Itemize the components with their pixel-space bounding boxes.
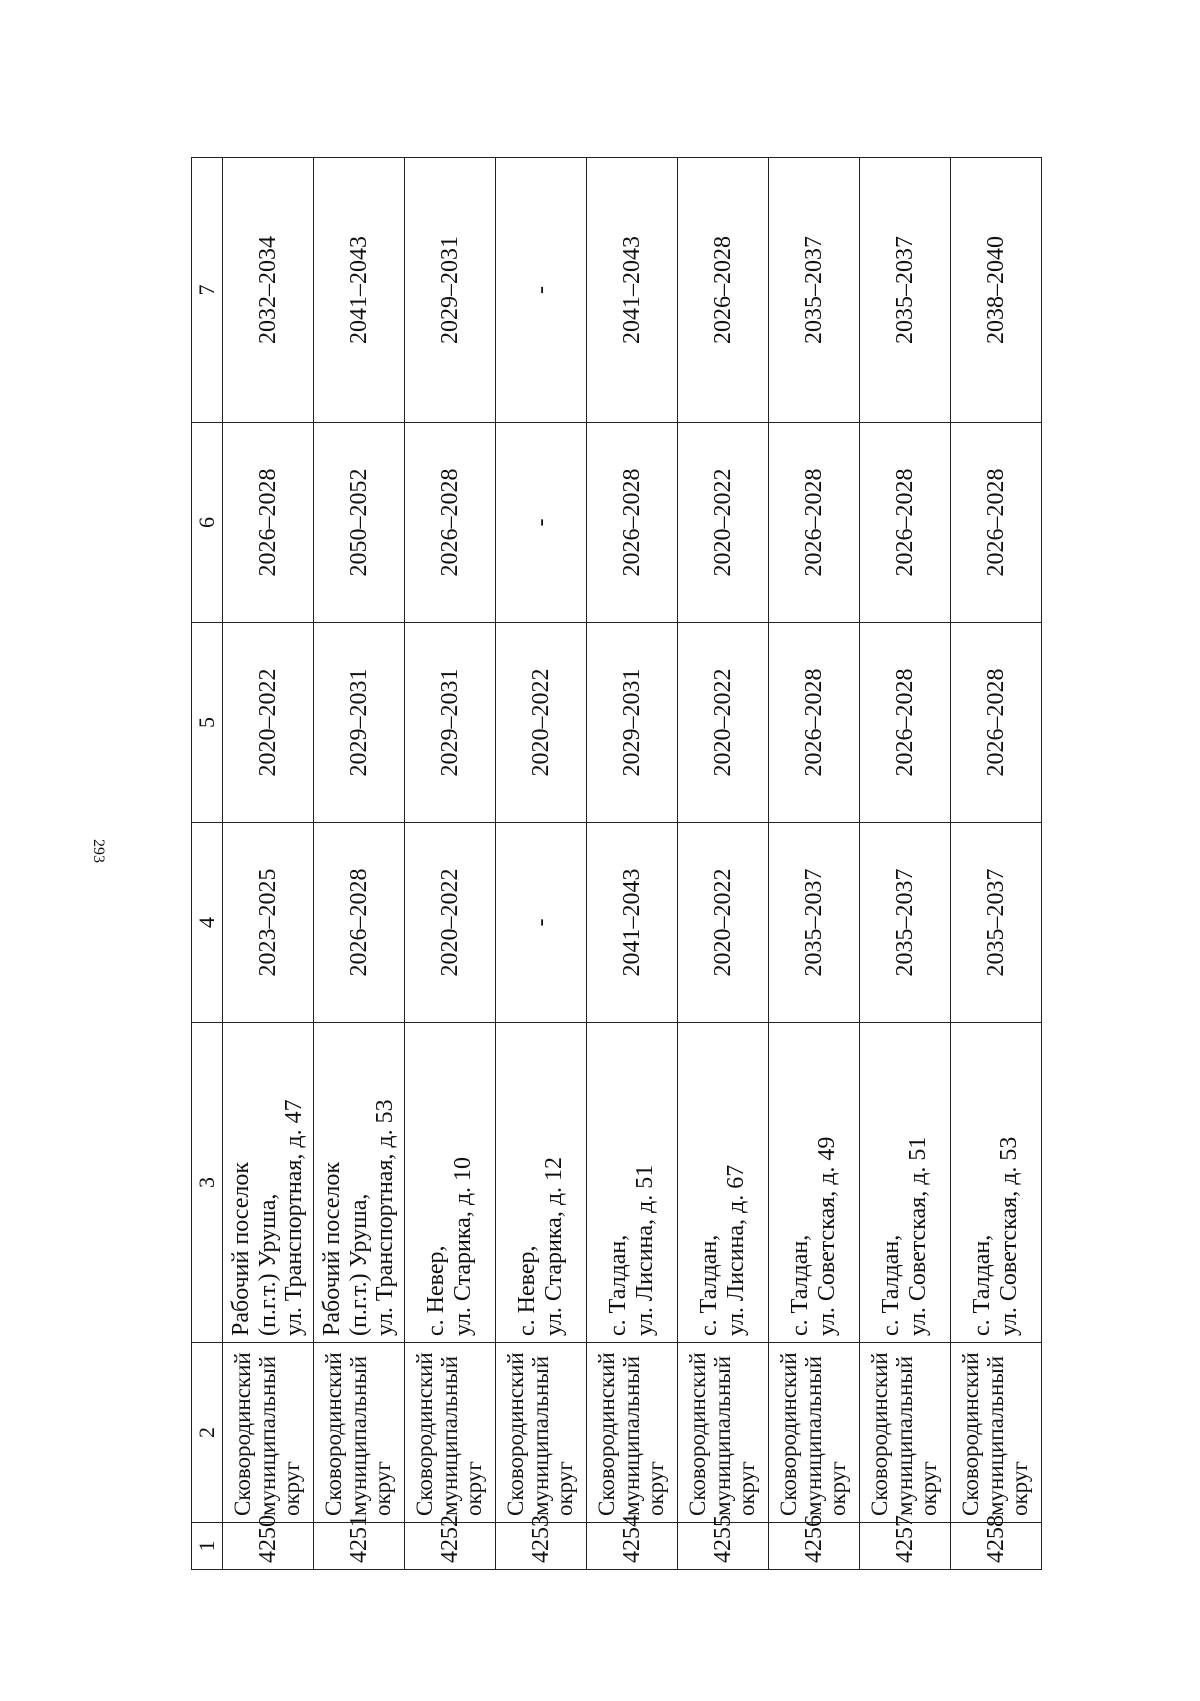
- period-cell-col7: 2038–2040: [951, 158, 1042, 423]
- district-line: округ: [916, 1461, 942, 1516]
- period-cell-col6: 2026–2028: [860, 423, 951, 623]
- address-cell: [223, 1023, 314, 1343]
- row-number-cell: 4254: [587, 1523, 678, 1570]
- table-row: [314, 158, 405, 1570]
- period-cell-col4: 2023–2025: [223, 823, 314, 1023]
- district-line: Сковородинский: [320, 1352, 346, 1516]
- row-number-cell: 4257: [860, 1523, 951, 1570]
- address-line: с. Талдан,: [969, 1234, 996, 1336]
- table-row: [496, 158, 587, 1570]
- address-line: ул. Транспортная, д. 53: [372, 1099, 399, 1336]
- district-cell: [678, 1343, 769, 1523]
- period-cell-col4: -: [496, 823, 587, 1023]
- period-cell-col5: 2029–2031: [587, 623, 678, 823]
- row-number-cell: 4255: [678, 1523, 769, 1570]
- header-row: [192, 158, 223, 1570]
- district-line: муниципальный: [618, 1355, 644, 1516]
- period-cell-col7: 2035–2037: [860, 158, 951, 423]
- period-cell-col4: 2035–2037: [769, 823, 860, 1023]
- schedule-table: [191, 157, 1042, 1570]
- column-header-4: 4: [192, 823, 223, 1023]
- district-line: Сковородинский: [684, 1352, 710, 1516]
- address-line: (п.г.т.) Уруша,: [254, 1193, 281, 1336]
- period-cell-col5: 2026–2028: [951, 623, 1042, 823]
- table-row: [769, 158, 860, 1570]
- district-line: округ: [279, 1461, 305, 1516]
- row-number-cell: 4250: [223, 1523, 314, 1570]
- period-cell-col7: -: [496, 158, 587, 423]
- district-line: муниципальный: [254, 1355, 280, 1516]
- row-number-cell: 4258: [951, 1523, 1042, 1570]
- period-cell-col6: 2026–2028: [951, 423, 1042, 623]
- period-cell-col6: 2026–2028: [769, 423, 860, 623]
- district-line: муниципальный: [891, 1355, 917, 1516]
- district-line: округ: [734, 1461, 760, 1516]
- table-row: [951, 158, 1042, 1570]
- address-line: ул. Советская, д. 53: [996, 1136, 1022, 1336]
- period-cell-col6: -: [496, 423, 587, 623]
- row-number-cell: 4253: [496, 1523, 587, 1570]
- column-header-6: 6: [192, 423, 223, 623]
- address-line: ул. Транспортная, д. 47: [281, 1099, 308, 1336]
- district-cell: [769, 1343, 860, 1523]
- period-cell-col6: 2020–2022: [678, 423, 769, 623]
- district-line: Сковородинский: [775, 1352, 801, 1516]
- address-line: ул. Советская, д. 51: [905, 1136, 931, 1336]
- document-table-container: [191, 158, 1041, 1570]
- district-line: Сковородинский: [957, 1352, 983, 1516]
- row-number-cell: 4251: [314, 1523, 405, 1570]
- table-row: [223, 158, 314, 1570]
- address-line: с. Талдан,: [696, 1234, 723, 1336]
- district-line: округ: [825, 1461, 851, 1516]
- district-line: Сковородинский: [502, 1352, 528, 1516]
- period-cell-col4: 2035–2037: [860, 823, 951, 1023]
- district-cell: [860, 1343, 951, 1523]
- address-line: ул. Лисина, д. 51: [632, 1164, 658, 1336]
- column-header-7: 7: [192, 158, 223, 423]
- district-line: Сковородинский: [411, 1352, 437, 1516]
- period-cell-col4: 2026–2028: [314, 823, 405, 1023]
- address-line: с. Талдан,: [605, 1234, 632, 1336]
- address-cell: [678, 1023, 769, 1343]
- district-line: муниципальный: [800, 1355, 826, 1516]
- period-cell-col4: 2020–2022: [405, 823, 496, 1023]
- address-cell: [951, 1023, 1042, 1343]
- address-line: ул. Старика, д. 10: [450, 1156, 476, 1336]
- period-cell-col7: 2032–2034: [223, 158, 314, 423]
- period-cell-col7: 2026–2028: [678, 158, 769, 423]
- period-cell-col5: 2020–2022: [496, 623, 587, 823]
- district-line: муниципальный: [982, 1355, 1008, 1516]
- address-cell: [587, 1023, 678, 1343]
- period-cell-col7: 2041–2043: [587, 158, 678, 423]
- district-line: Сковородинский: [866, 1352, 892, 1516]
- period-cell-col5: 2029–2031: [405, 623, 496, 823]
- district-line: округ: [1007, 1461, 1033, 1516]
- district-line: муниципальный: [436, 1355, 462, 1516]
- period-cell-col6: 2026–2028: [405, 423, 496, 623]
- period-cell-col7: 2041–2043: [314, 158, 405, 423]
- period-cell-col5: 2026–2028: [769, 623, 860, 823]
- address-line: ул. Советская, д. 49: [814, 1136, 840, 1336]
- period-cell-col5: 2029–2031: [314, 623, 405, 823]
- address-line: с. Невер,: [423, 1245, 450, 1336]
- district-cell: [951, 1343, 1042, 1523]
- period-cell-col4: 2020–2022: [678, 823, 769, 1023]
- period-cell-col5: 2026–2028: [860, 623, 951, 823]
- district-cell: [314, 1343, 405, 1523]
- district-line: муниципальный: [527, 1355, 553, 1516]
- period-cell-col4: 2035–2037: [951, 823, 1042, 1023]
- column-header-3: 3: [192, 1023, 223, 1343]
- table-row: [678, 158, 769, 1570]
- period-cell-col4: 2041–2043: [587, 823, 678, 1023]
- period-cell-col7: 2035–2037: [769, 158, 860, 423]
- district-line: округ: [370, 1461, 396, 1516]
- column-header-1: 1: [192, 1523, 223, 1570]
- period-cell-col6: 2050–2052: [314, 423, 405, 623]
- district-line: муниципальный: [345, 1355, 371, 1516]
- address-cell: [769, 1023, 860, 1343]
- address-line: Рабочий поселок: [318, 1161, 345, 1336]
- address-line: ул. Старика, д. 12: [541, 1156, 567, 1336]
- period-cell-col5: 2020–2022: [223, 623, 314, 823]
- address-cell: [405, 1023, 496, 1343]
- district-cell: [587, 1343, 678, 1523]
- district-line: округ: [552, 1461, 578, 1516]
- address-cell: [860, 1023, 951, 1343]
- district-line: муниципальный: [709, 1355, 735, 1516]
- address-line: ул. Лисина, д. 67: [723, 1164, 749, 1336]
- district-cell: [223, 1343, 314, 1523]
- table-header: [192, 158, 223, 1570]
- district-line: округ: [643, 1461, 669, 1516]
- address-line: с. Талдан,: [878, 1234, 905, 1336]
- period-cell-col7: 2029–2031: [405, 158, 496, 423]
- table-body: [223, 158, 1042, 1570]
- table-row: [587, 158, 678, 1570]
- period-cell-col6: 2026–2028: [587, 423, 678, 623]
- address-line: Рабочий поселок: [227, 1161, 254, 1336]
- column-header-5: 5: [192, 623, 223, 823]
- period-cell-col6: 2026–2028: [223, 423, 314, 623]
- district-cell: [405, 1343, 496, 1523]
- table-row: [860, 158, 951, 1570]
- column-header-2: 2: [192, 1343, 223, 1523]
- address-cell: [496, 1023, 587, 1343]
- district-line: Сковородинский: [593, 1352, 619, 1516]
- district-cell: [496, 1343, 587, 1523]
- page-number: 293: [90, 839, 107, 863]
- period-cell-col5: 2020–2022: [678, 623, 769, 823]
- district-line: округ: [461, 1461, 487, 1516]
- address-line: (п.г.т.) Уруша,: [345, 1193, 372, 1336]
- row-number-cell: 4252: [405, 1523, 496, 1570]
- district-line: Сковородинский: [229, 1352, 255, 1516]
- address-cell: [314, 1023, 405, 1343]
- address-line: с. Невер,: [514, 1245, 541, 1336]
- table-row: [405, 158, 496, 1570]
- address-line: с. Талдан,: [787, 1234, 814, 1336]
- row-number-cell: 4256: [769, 1523, 860, 1570]
